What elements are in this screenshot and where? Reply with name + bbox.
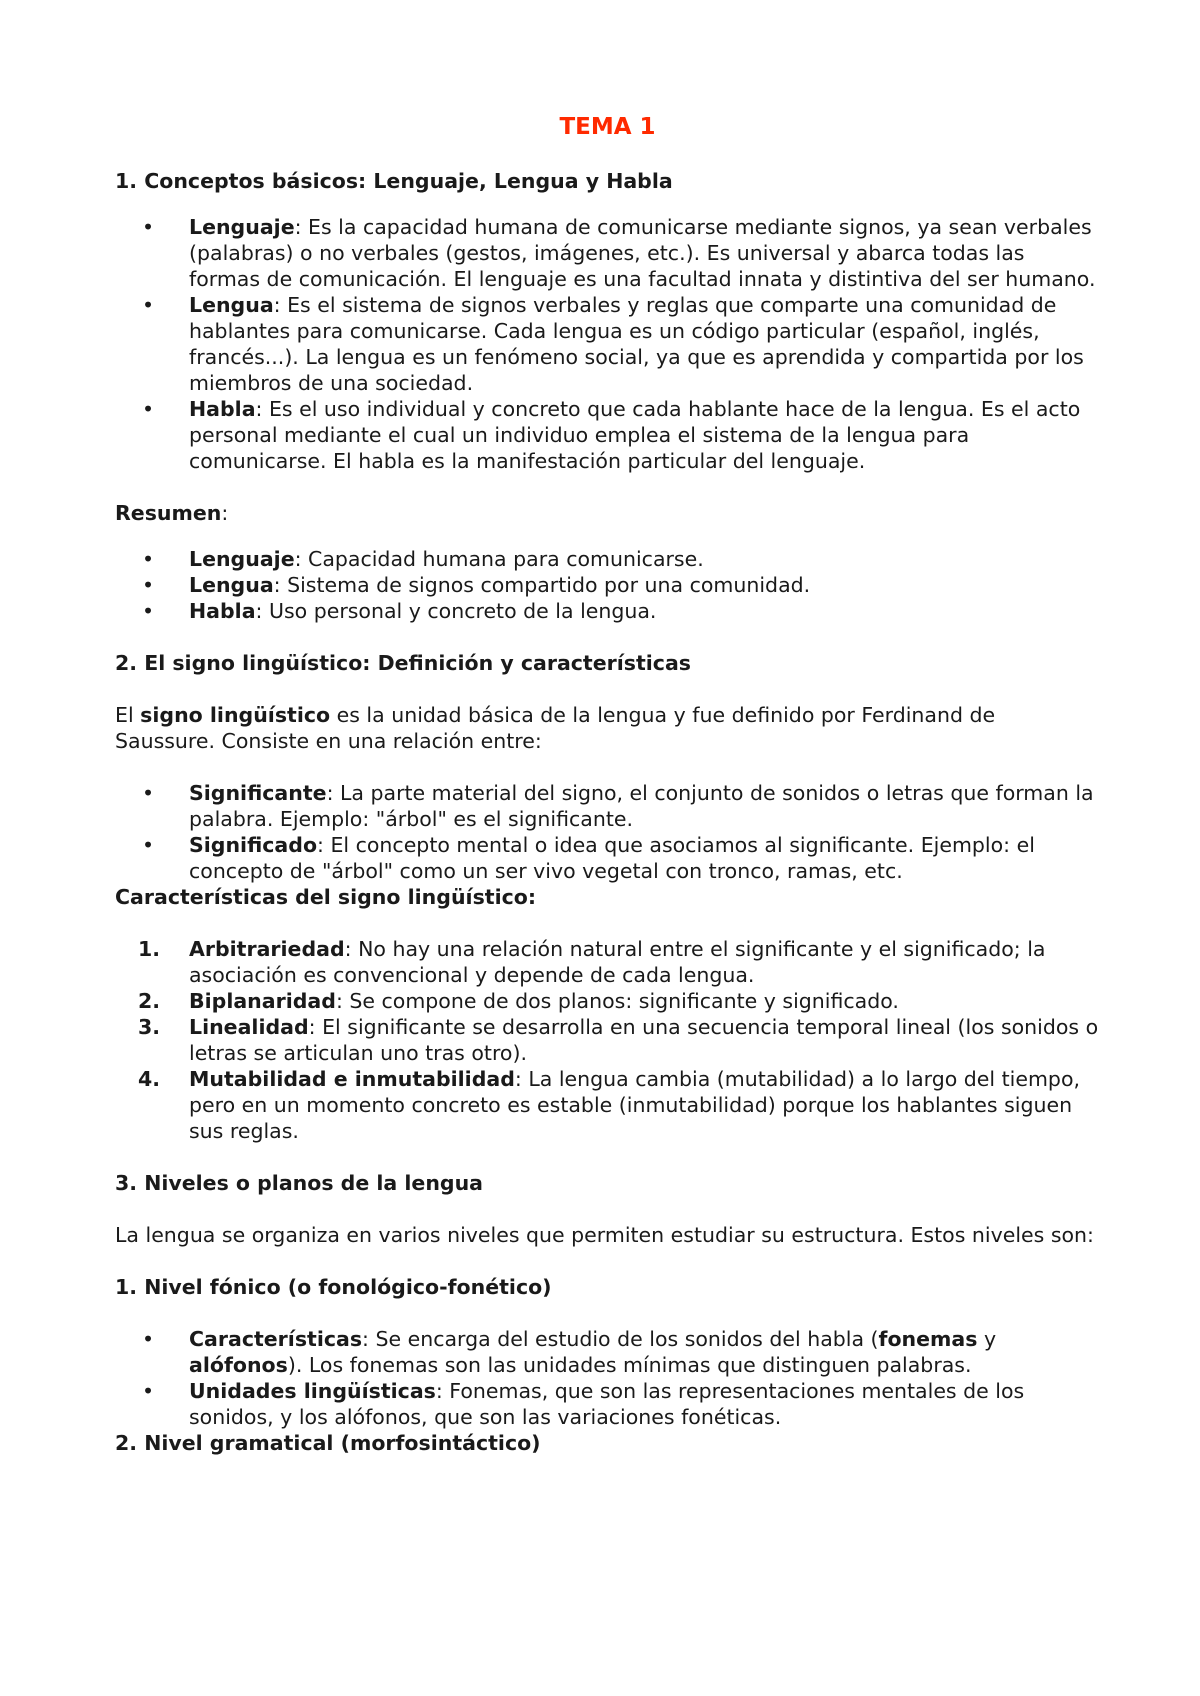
bullet-icon: • <box>142 547 155 571</box>
bold-term: fonemas <box>878 1327 978 1351</box>
term: Biplanaridad <box>189 989 336 1013</box>
definition: : Es el sistema de signos verbales y reglas que comparte una comunidad de hablantes para comunicarse. Cada lengua es un código particular (español, inglés, francés...). La lengua es un fenómeno social, ya que es aprendida y compartida por los miembros de una sociedad. <box>189 293 1084 395</box>
level-2-heading: 2. Nivel gramatical (morfosintáctico) <box>115 1431 541 1455</box>
bullet-icon: • <box>142 599 155 623</box>
bullet-icon: • <box>142 1379 155 1403</box>
section-1-list <box>115 214 1100 474</box>
bullet-icon: • <box>142 573 155 597</box>
definition: : El significante se desarrolla en una secuencia temporal lineal (los sonidos o letras se articulan uno tras otro). <box>189 1015 1099 1065</box>
definition: : La lengua cambia (mutabilidad) a lo largo del tiempo, pero en un momento concreto es estable (inmutabilidad) porque los hablantes siguen sus reglas. <box>189 1067 1081 1143</box>
intro-term: signo lingüístico <box>140 703 331 727</box>
document-title: TEMA 1 <box>559 114 656 140</box>
item-number: 4. <box>138 1067 161 1091</box>
bullet-icon: • <box>142 781 155 805</box>
list-item <box>115 936 1100 988</box>
section-2-intro <box>115 702 1100 754</box>
item-number: 1. <box>138 937 161 961</box>
list-item <box>115 988 1100 1014</box>
definition: : El concepto mental o idea que asociamos al significante. Ejemplo: el concepto de "árbol" como un ser vivo vegetal con tronco, ramas, etc. <box>189 833 1035 883</box>
term: Significante <box>189 781 327 805</box>
sign-parts-list <box>115 780 1100 884</box>
term: Habla <box>189 397 256 421</box>
term: Lenguaje <box>189 547 295 571</box>
definition: : Sistema de signos compartido por una comunidad. <box>273 573 811 597</box>
list-item <box>115 546 1100 572</box>
definition: : Fonemas, que son las representaciones mentales de los sonidos, y los alófonos, que son las variaciones fonéticas. <box>189 1379 1025 1429</box>
term: Características <box>189 1327 363 1351</box>
definition: : Se compone de dos planos: significante y significado. <box>335 989 899 1013</box>
section-3-intro: La lengua se organiza en varios niveles que permiten estudiar su estructura. Estos niveles son: <box>115 1223 1094 1247</box>
definition: : Se encarga del estudio de los sonidos del habla ( <box>362 1327 879 1351</box>
definition: : Capacidad humana para comunicarse. <box>294 547 704 571</box>
definition: : Uso personal y concreto de la lengua. <box>255 599 657 623</box>
term: Unidades lingüísticas <box>189 1379 436 1403</box>
summary-label-line <box>115 500 1100 526</box>
summary-label: Resumen <box>115 501 222 525</box>
definition: : Es la capacidad humana de comunicarse mediante signos, ya sean verbales (palabras) o no verbales (gestos, imágenes, etc.). Es universal y abarca todas las formas de comunicación. El lenguaje es una facultad innata y distintiva del ser humano. <box>189 215 1096 291</box>
list-item <box>115 832 1100 884</box>
list-item <box>115 396 1100 474</box>
summary-colon: : <box>221 501 229 525</box>
section-1-heading: 1. Conceptos básicos: Lenguaje, Lengua y Habla <box>115 169 673 193</box>
characteristics-list <box>115 936 1100 1144</box>
level-1-heading: 1. Nivel fónico (o fonológico-fonético) <box>115 1275 552 1299</box>
list-item <box>115 572 1100 598</box>
bullet-icon: • <box>142 833 155 857</box>
summary-list <box>115 546 1100 624</box>
definition: : No hay una relación natural entre el significante y el significado; la asociación es convencional y depende de cada lengua. <box>189 937 1046 987</box>
item-number: 3. <box>138 1015 161 1039</box>
characteristics-heading-text: Características del signo lingüístico: <box>115 885 537 909</box>
bullet-icon: • <box>142 293 155 317</box>
list-item <box>115 214 1100 292</box>
level-1-list <box>115 1326 1100 1430</box>
list-item <box>115 292 1100 396</box>
list-item <box>115 1378 1100 1430</box>
section-3-heading: 3. Niveles o planos de la lengua <box>115 1171 484 1195</box>
bold-term: alófonos <box>189 1353 288 1377</box>
term: Lenguaje <box>189 215 295 239</box>
list-item <box>115 598 1100 624</box>
term: Significado <box>189 833 318 857</box>
term: Lengua <box>189 573 274 597</box>
term: Arbitrariedad <box>189 937 345 961</box>
section-2-heading: 2. El signo lingüístico: Definición y características <box>115 651 691 675</box>
term: Lengua <box>189 293 274 317</box>
definition: : Es el uso individual y concreto que cada hablante hace de la lengua. Es el acto personal mediante el cual un individuo emplea el sistema de la lengua para comunicarse. El habla es la manifestación particular del lenguaje. <box>189 397 1081 473</box>
item-number: 2. <box>138 989 161 1013</box>
list-item <box>115 1326 1100 1378</box>
bullet-icon: • <box>142 1327 155 1351</box>
term: Linealidad <box>189 1015 309 1039</box>
definition: : La parte material del signo, el conjunto de sonidos o letras que forman la palabra. Ejemplo: "árbol" es el significante. <box>189 781 1094 831</box>
list-item <box>115 1066 1100 1144</box>
intro-text: es la unidad básica de la lengua y fue definido por Ferdinand de Saussure. Consiste en una relación entre: <box>115 703 996 753</box>
definition: y <box>977 1327 997 1351</box>
term: Habla <box>189 599 256 623</box>
definition: ). Los fonemas son las unidades mínimas que distinguen palabras. <box>287 1353 972 1377</box>
list-item <box>115 780 1100 832</box>
intro-text: El <box>115 703 141 727</box>
characteristics-heading <box>115 884 1100 910</box>
bullet-icon: • <box>142 397 155 421</box>
term: Mutabilidad e inmutabilidad <box>189 1067 515 1091</box>
list-item <box>115 1014 1100 1066</box>
bullet-icon: • <box>142 215 155 239</box>
